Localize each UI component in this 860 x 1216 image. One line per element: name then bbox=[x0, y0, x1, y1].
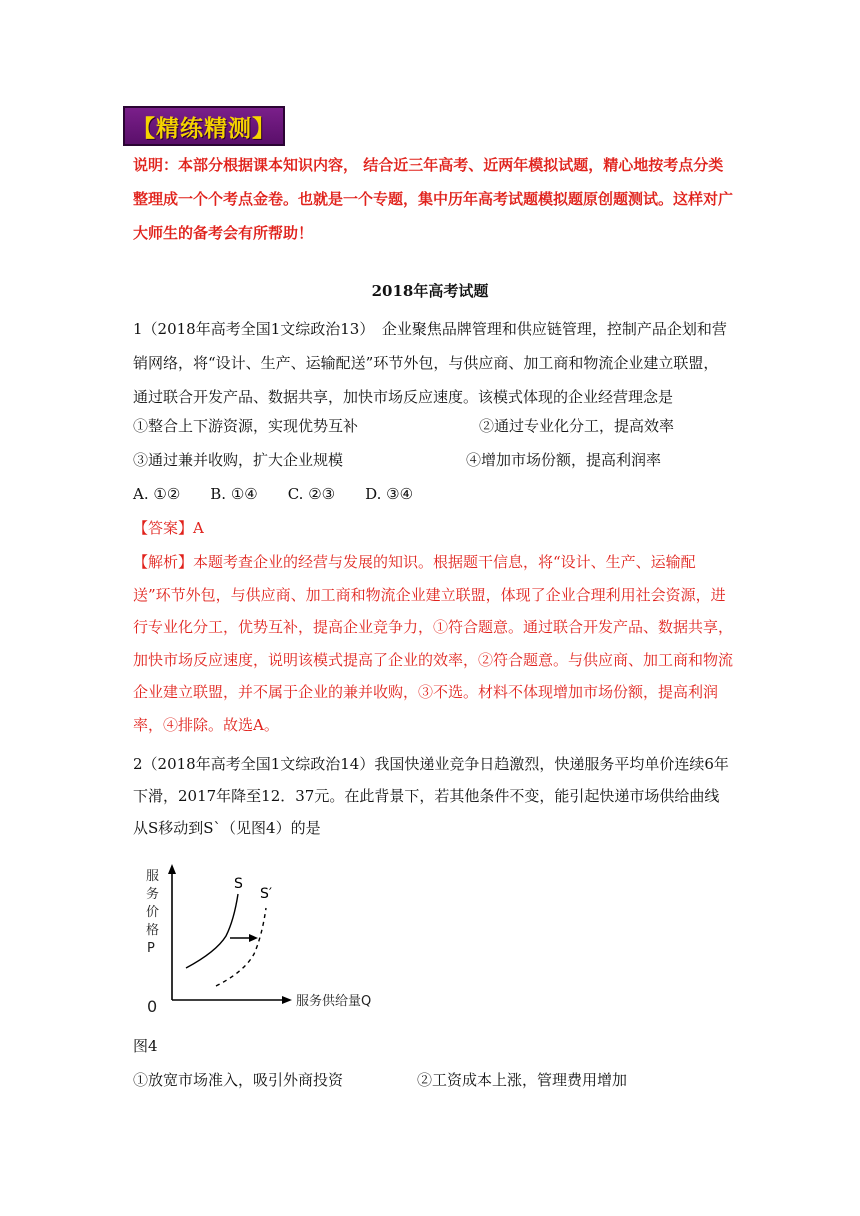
q1-analysis: 【解析】本题考查企业的经营与发展的知识。根据题干信息，将“设计、生产、运输配送”环节外包，与供应商、加工商和物流企业建立联盟，体现了企业合理利用社会资源，进行专业化分工，优势互补，提高企业竞争力，①符合题意。通过联合开发产品、数据共享，加快市场反应速度，说明该模式提高了企业的效率，②符合题意。与供应商、加工商和物流企业建立联盟，并不属于企业的兼并收购，③不选。材料不体现增加市场份额，提高利润率，④排除。故选A。 bbox=[133, 553, 734, 734]
q2-option-2: ②工资成本上涨，管理费用增加 bbox=[417, 1071, 628, 1089]
q1-stem: 1（2018年高考全国1文综政治13） 企业聚焦品牌管理和供应链管理，控制产品企划和营销网络，将“设计、生产、运输配送”环节外包，与供应商、加工商和物流企业建立联盟，通过联合开发产品、数据共享，加快市场反应速度。该模式体现的企业经营理念是 bbox=[133, 320, 727, 406]
y-axis-label-4: 格 bbox=[146, 923, 160, 938]
supply-curve-s-prime bbox=[216, 908, 266, 986]
y-axis-arrow bbox=[168, 864, 176, 874]
curve-s-label: S bbox=[234, 876, 243, 892]
q1-option-3: ③通过兼并收购，扩大企业规模 bbox=[133, 451, 344, 469]
q1-answer: 【答案】A bbox=[133, 519, 204, 537]
q1-option-4: ④增加市场份额，提高利润率 bbox=[466, 451, 662, 469]
q1-choices: A. ①② B. ①④ C. ②③ D. ③④ bbox=[133, 485, 414, 503]
section-title: 2018年高考试题 bbox=[371, 282, 489, 300]
intro-note: 说明：本部分根据课本知识内容， 结合近三年高考、近两年模拟试题，精心地按考点分类整理成一个个考点金卷。也就是一个专题，集中历年高考试题模拟题原创题测试。这样对广大师生的备考会有所帮助！ bbox=[133, 156, 734, 242]
origin-label: 0 bbox=[147, 997, 158, 1016]
y-axis-label-3: 价 bbox=[146, 905, 160, 920]
q1-option-2: ②通过专业化分工，提高效率 bbox=[479, 417, 675, 435]
x-axis-label: 服务供给量Q bbox=[296, 994, 372, 1009]
shift-arrow-icon bbox=[249, 934, 258, 942]
figure-caption: 图4 bbox=[133, 1037, 158, 1055]
banner-text: 【精练精测】 bbox=[132, 115, 276, 142]
y-axis-label-p: P bbox=[147, 941, 155, 956]
q2-option-1: ①放宽市场准入，吸引外商投资 bbox=[133, 1071, 344, 1089]
x-axis-arrow bbox=[282, 996, 292, 1004]
y-axis-label-1: 服 bbox=[146, 869, 160, 884]
supply-curve-s bbox=[186, 894, 238, 968]
supply-curve-figure bbox=[138, 858, 400, 1018]
y-axis-label-2: 务 bbox=[146, 887, 160, 902]
section-banner bbox=[123, 106, 285, 146]
q2-stem: 2（2018年高考全国1文综政治14）我国快递业竞争日趋激烈，快递服务平均单价连续6年下滑，2017年降至12．37元。在此背景下，若其他条件不变，能引起快递市场供给曲线从S移动到S`（见图4）的是 bbox=[133, 755, 729, 837]
q1-option-1: ①整合上下游资源，实现优势互补 bbox=[133, 417, 359, 435]
curve-s-prime-label: S′ bbox=[260, 886, 273, 902]
